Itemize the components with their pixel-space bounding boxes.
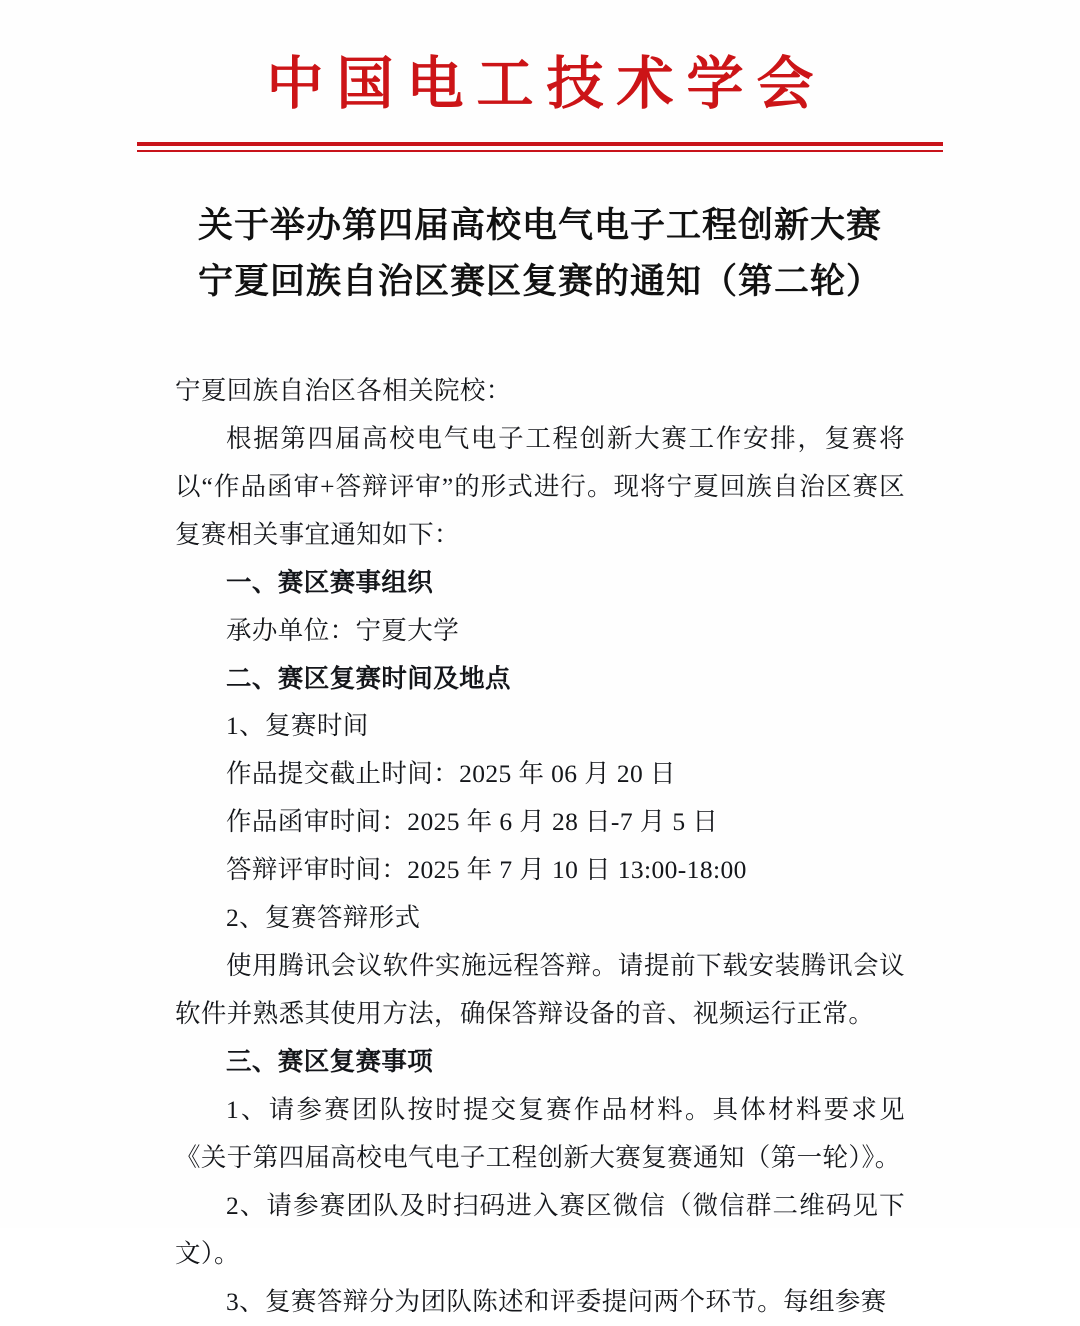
document-body xyxy=(175,367,905,1326)
defense-time: 答辩评审时间：2025 年 7 月 10 日 13:00-18:00 xyxy=(226,855,747,885)
letterhead-rule-thin xyxy=(137,150,943,152)
letterhead-rules xyxy=(137,142,943,152)
section-3-item-1: 1、请参赛团队按时提交复赛作品材料。具体材料要求见《关于第四届高校电气电子工程创新大赛复赛通知（第一轮）》。 xyxy=(175,1094,905,1172)
section-2-item-2: 2、复赛答辩形式 xyxy=(226,903,421,933)
section-3-item-3: 3、复赛答辩分为团队陈述和评委提问两个环节。每组参赛 xyxy=(226,1286,887,1316)
section-2-item-2-text: 使用腾讯会议软件实施远程答辩。请提前下载安装腾讯会议软件并熟悉其使用方法，确保答辩设备的音、视频运行正常。 xyxy=(175,951,905,1029)
section-1-heading: 一、赛区赛事组织 xyxy=(226,567,434,597)
letterhead xyxy=(0,0,1080,152)
review-period: 作品函审时间：2025 年 6 月 28 日-7 月 5 日 xyxy=(226,807,719,837)
organization-title: 中国电工技术学会 xyxy=(266,53,827,116)
intro-paragraph: 根据第四届高校电气电子工程创新大赛工作安排，复赛将以“作品函审+答辩评审”的形式进行。现将宁夏回族自治区赛区复赛相关事宜通知如下： xyxy=(175,423,905,549)
submission-deadline: 作品提交截止时间：2025 年 06 月 20 日 xyxy=(226,759,676,789)
section-3-heading: 三、赛区复赛事项 xyxy=(226,1047,434,1077)
page-title-line-1: 关于举办第四届高校电气电子工程创新大赛 xyxy=(197,205,882,245)
section-2-heading: 二、赛区复赛时间及地点 xyxy=(226,663,511,693)
page-title-line-2: 宁夏回族自治区赛区复赛的通知（第二轮） xyxy=(197,262,882,302)
section-3-item-2: 2、请参赛团队及时扫码进入赛区微信（微信群二维码见下文）。 xyxy=(175,1190,905,1268)
section-1-host-unit: 承办单位：宁夏大学 xyxy=(226,615,460,645)
page-title xyxy=(160,198,920,311)
salutation: 宁夏回族自治区各相关院校： xyxy=(175,375,512,405)
section-2-item-1: 1、复赛时间 xyxy=(226,711,369,741)
letterhead-rule-thick xyxy=(137,142,943,146)
